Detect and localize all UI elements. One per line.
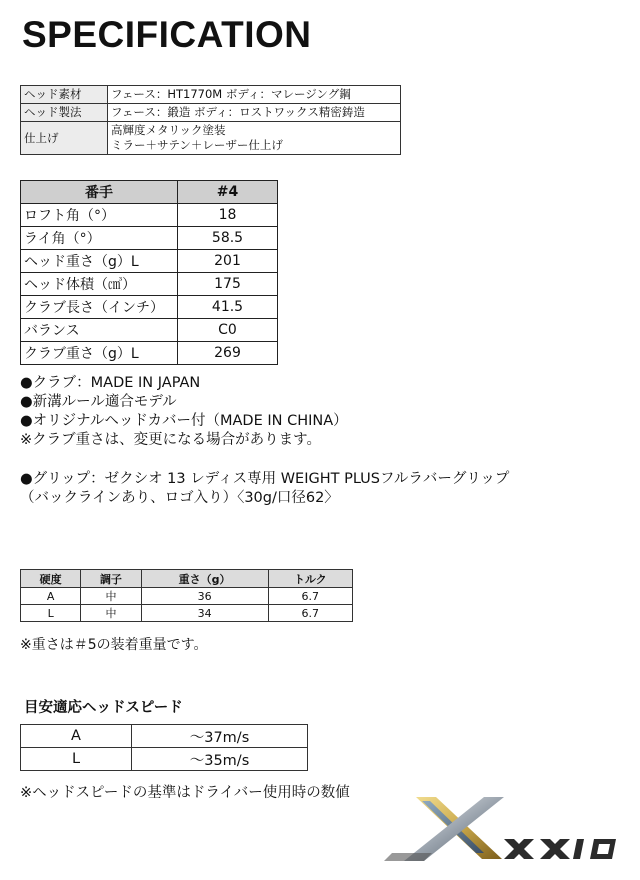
- spec-row: [21, 227, 278, 250]
- spec-row: [21, 342, 278, 365]
- material-line: フェース：HT1770M ボディ：マレージング鋼: [111, 87, 351, 101]
- xxio-logo: [384, 795, 624, 865]
- headspeed-table: [20, 724, 308, 771]
- headspeed-value: ～37m/s: [132, 725, 308, 748]
- headspeed-label: L: [21, 748, 132, 771]
- material-value: [108, 122, 401, 155]
- headspeed-title: 目安適応ヘッドスピード: [24, 700, 183, 716]
- headspeed-row: [21, 725, 308, 748]
- logo-letters: [504, 839, 616, 859]
- spec-label: ライ角（°）: [21, 227, 178, 250]
- spec-label: ロフト角（°）: [21, 204, 178, 227]
- material-table: [20, 85, 401, 155]
- material-row: [21, 86, 401, 104]
- grip-notes: [20, 470, 509, 508]
- spec-value: 58.5: [178, 227, 278, 250]
- spec-header-row: [21, 181, 278, 204]
- spec-row: [21, 204, 278, 227]
- shaft-header: トルク: [268, 570, 352, 588]
- spec-value: C0: [178, 319, 278, 342]
- material-row: [21, 122, 401, 155]
- headspeed-label: A: [21, 725, 132, 748]
- shaft-cell: 34: [141, 605, 268, 622]
- grip-line: ●グリップ：ゼクシオ 13 レディス専用 WEIGHT PLUSフルラバーグリップ: [20, 471, 510, 487]
- note-line: ※クラブ重さは、変更になる場合があります。: [20, 432, 321, 448]
- headspeed-note: ※ヘッドスピードの基準はドライバー使用時の数値: [20, 785, 350, 801]
- spec-value: 41.5: [178, 296, 278, 319]
- spec-header-value: #4: [178, 181, 278, 204]
- spec-table: [20, 180, 278, 365]
- shaft-cell: A: [21, 588, 81, 605]
- shaft-header: 重さ（g）: [141, 570, 268, 588]
- shaft-header-row: [21, 570, 353, 588]
- spec-value: 175: [178, 273, 278, 296]
- shaft-cell: 36: [141, 588, 268, 605]
- material-value: [108, 104, 401, 122]
- spec-label: ヘッド体積（㎤）: [21, 273, 178, 296]
- note-line: ●オリジナルヘッドカバー付（MADE IN CHINA）: [20, 413, 348, 429]
- logo-x-shadow: [384, 853, 432, 861]
- shaft-table: [20, 569, 353, 622]
- headspeed-value: ～35m/s: [132, 748, 308, 771]
- shaft-cell: 中: [81, 588, 141, 605]
- shaft-cell: 6.7: [268, 588, 352, 605]
- spec-label: クラブ重さ（g）L: [21, 342, 178, 365]
- spec-row: [21, 319, 278, 342]
- shaft-row: [21, 588, 353, 605]
- spec-row: [21, 296, 278, 319]
- shaft-header: 調子: [81, 570, 141, 588]
- shaft-cell: 6.7: [268, 605, 352, 622]
- club-notes: [20, 374, 348, 450]
- spec-value: 269: [178, 342, 278, 365]
- material-label: 仕上げ: [21, 122, 108, 155]
- material-row: [21, 104, 401, 122]
- spec-label: バランス: [21, 319, 178, 342]
- material-line: ミラー＋サテン＋レーザー仕上げ: [111, 138, 283, 152]
- material-label: ヘッド製法: [21, 104, 108, 122]
- spec-value: 201: [178, 250, 278, 273]
- shaft-note: ※重さは＃5の装着重量です。: [20, 637, 208, 653]
- spec-row: [21, 250, 278, 273]
- shaft-cell: 中: [81, 605, 141, 622]
- material-label: ヘッド素材: [21, 86, 108, 104]
- shaft-cell: L: [21, 605, 81, 622]
- page-title: SPECIFICATION: [22, 14, 312, 55]
- spec-label: クラブ長さ（インチ）: [21, 296, 178, 319]
- headspeed-row: [21, 748, 308, 771]
- grip-line: （バックラインあり、ロゴ入り）〈30g/口径62〉: [20, 490, 339, 506]
- material-line: フェース：鍛造 ボディ：ロストワックス精密鋳造: [111, 105, 365, 119]
- shaft-row: [21, 605, 353, 622]
- spec-value: 18: [178, 204, 278, 227]
- spec-row: [21, 273, 278, 296]
- note-line: ●クラブ：MADE IN JAPAN: [20, 375, 201, 391]
- spec-header-label: 番手: [21, 181, 178, 204]
- spec-label: ヘッド重さ（g）L: [21, 250, 178, 273]
- note-line: ●新溝ルール適合モデル: [20, 394, 177, 410]
- material-line: 高輝度メタリック塗装: [111, 123, 226, 137]
- shaft-header: 硬度: [21, 570, 81, 588]
- material-value: [108, 86, 401, 104]
